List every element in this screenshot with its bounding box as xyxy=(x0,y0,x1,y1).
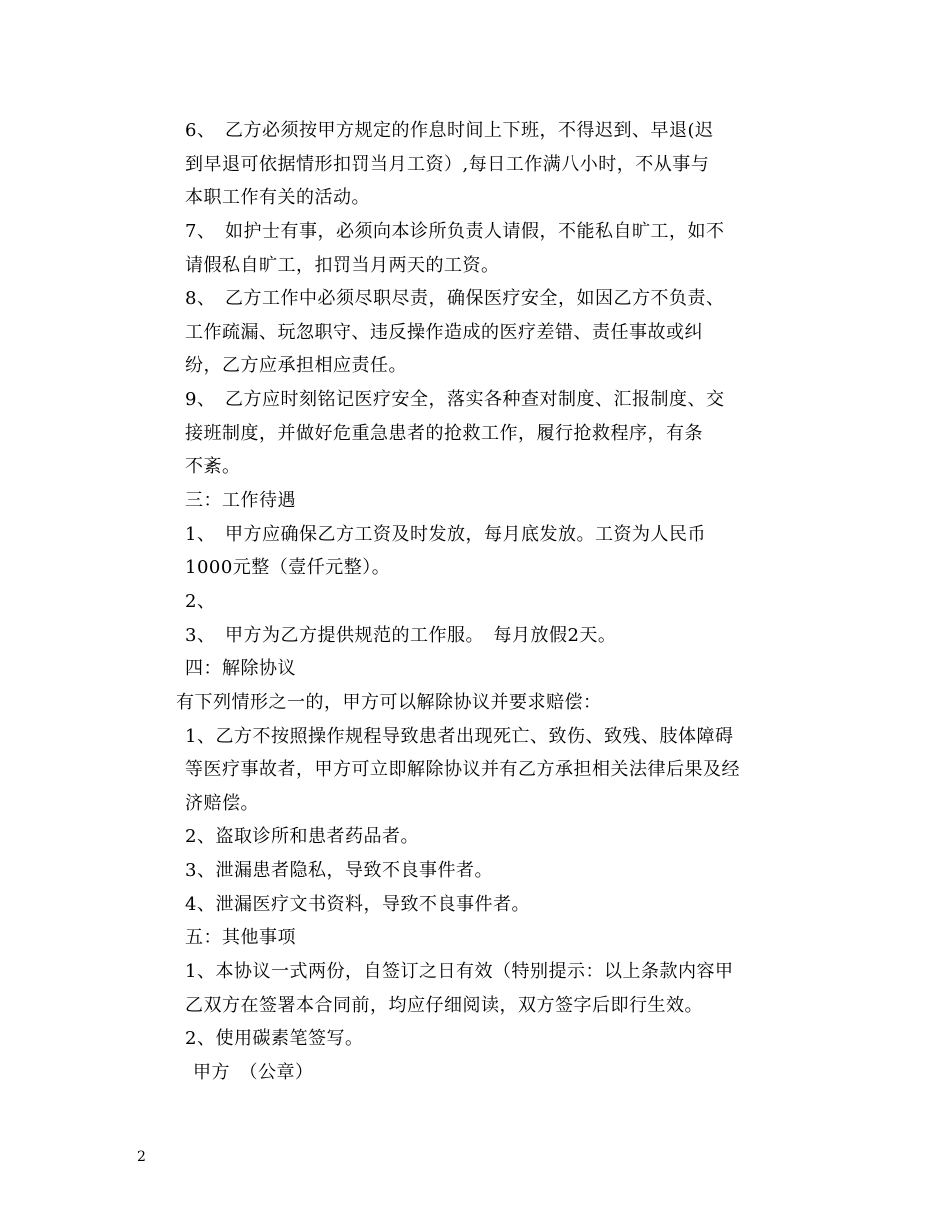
clause-9-line-2: 接班制度，并做好危重急患者的抢救工作，履行抢救程序，有条 xyxy=(185,423,703,444)
section-heading-4: 四：解除协议 xyxy=(185,658,296,679)
clause-6-line-1: 6、 乙方必须按甲方规定的作息时间上下班，不得迟到、早退(迟 xyxy=(185,120,714,141)
termination-4: 4、泄漏医疗文书资料，导致不良事件者。 xyxy=(185,894,530,915)
clause-9-line-1: 9、 乙方应时刻铭记医疗安全，落实各种查对制度、汇报制度、交 xyxy=(185,389,725,410)
party-a-signature-line: 甲方 （公章） xyxy=(193,1062,314,1083)
clause-8-line-1: 8、 乙方工作中必须尽职尽责，确保医疗安全，如因乙方不负责、 xyxy=(185,288,725,309)
wage-clause-2: 2、 xyxy=(185,591,216,612)
wage-clause-3: 3、 甲方为乙方提供规范的工作服。 每月放假2天。 xyxy=(185,625,617,646)
other-1-line-2: 乙双方在签署本合同前，均应仔细阅读，双方签字后即行生效。 xyxy=(185,995,703,1016)
page-number: 2 xyxy=(137,1149,146,1165)
termination-1-line-2: 等医疗事故者，甲方可立即解除协议并有乙方承担相关法律后果及经 xyxy=(185,759,740,780)
clause-8-line-3: 纷，乙方应承担相应责任。 xyxy=(185,355,407,376)
clause-7-line-2: 请假私自旷工，扣罚当月两天的工资。 xyxy=(185,255,500,276)
clause-6-line-3: 本职工作有关的活动。 xyxy=(185,187,370,208)
termination-3: 3、泄漏患者隐私，导致不良事件者。 xyxy=(185,860,493,881)
clause-6-line-2: 到早退可依据情形扣罚当月工资）,每日工作满八小时，不从事与 xyxy=(185,154,710,175)
section-heading-5: 五：其他事项 xyxy=(185,927,296,948)
termination-intro: 有下列情形之一的，甲方可以解除协议并要求赔偿： xyxy=(176,692,602,713)
wage-clause-1-line-1: 1、 甲方应确保乙方工资及时发放，每月底发放。工资为人民币 xyxy=(185,524,706,545)
section-heading-3: 三：工作待遇 xyxy=(185,490,296,511)
termination-1-line-1: 1、乙方不按照操作规程导致患者出现死亡、致伤、致残、肢体障碍 xyxy=(185,726,734,747)
termination-1-line-3: 济赔偿。 xyxy=(185,793,259,814)
clause-7-line-1: 7、 如护士有事，必须向本诊所负责人请假，不能私自旷工，如不 xyxy=(185,221,725,242)
other-2: 2、使用碳素笔签写。 xyxy=(185,1028,364,1049)
clause-8-line-2: 工作疏漏、玩忽职守、违反操作造成的医疗差错、责任事故或纠 xyxy=(185,322,703,343)
termination-2: 2、盗取诊所和患者药品者。 xyxy=(185,826,419,847)
wage-clause-1-line-2: 1000元整（壹仟元整）。 xyxy=(185,557,391,578)
clause-9-line-3: 不紊。 xyxy=(185,456,241,477)
other-1-line-1: 1、本协议一式两份，自签订之日有效（特别提示：以上条款内容甲 xyxy=(185,961,734,982)
